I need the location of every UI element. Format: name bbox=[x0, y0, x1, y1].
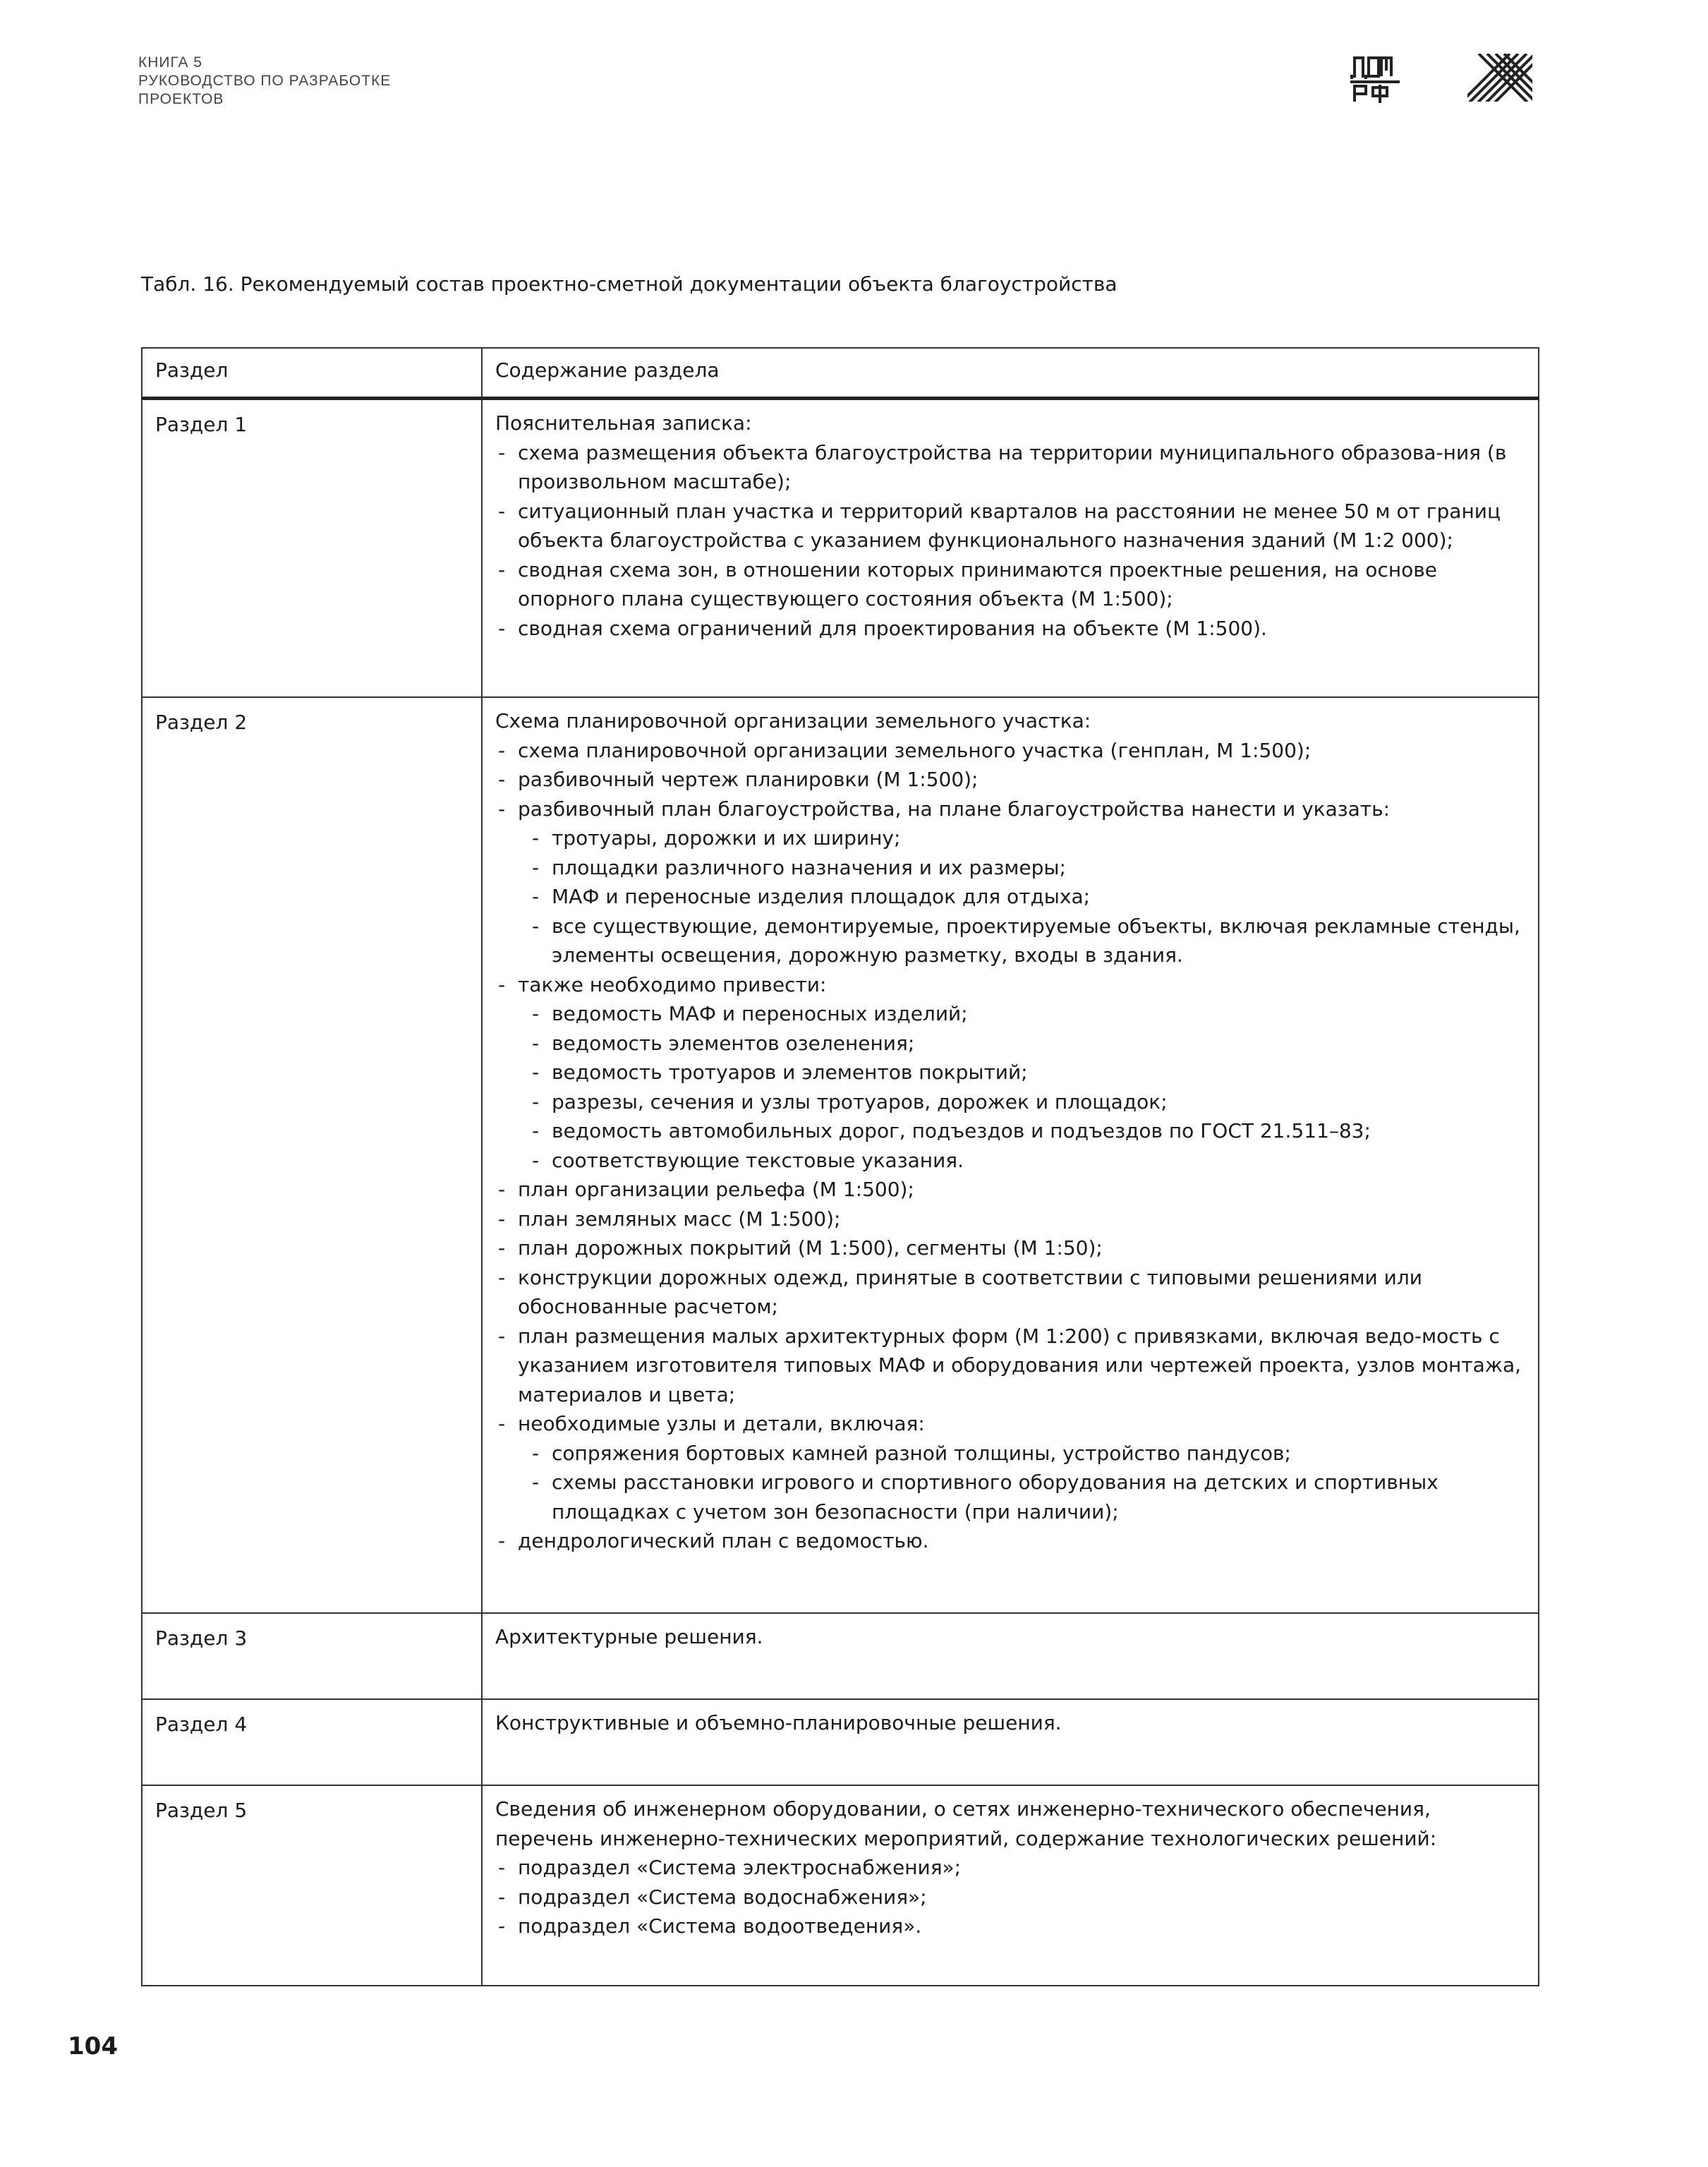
column-header-content: Содержание раздела bbox=[482, 348, 1539, 399]
brand-pattern-logo bbox=[1467, 54, 1532, 102]
list-item-text: ситуационный план участка и территорий кварталов на расстоянии не менее 50 м от границ объекта благоустройства с указанием функционального назначения зданий (М 1:2 000); bbox=[518, 499, 1501, 552]
section-intro: Схема планировочной организации земельного участка: bbox=[495, 709, 1091, 732]
list-item bbox=[495, 614, 1525, 644]
section-intro: Пояснительная записка: bbox=[495, 411, 752, 435]
table-row bbox=[142, 399, 1539, 698]
table-row bbox=[142, 1785, 1539, 1986]
section-content bbox=[482, 697, 1539, 1613]
section-name: Раздел 4 bbox=[142, 1699, 482, 1785]
book-title-line-2: ПРОЕКТОВ bbox=[138, 91, 224, 107]
list-item bbox=[495, 1233, 1525, 1263]
section-content bbox=[482, 1699, 1539, 1785]
list-item bbox=[495, 555, 1525, 614]
list-item bbox=[495, 1883, 1525, 1912]
sub-list bbox=[529, 999, 1525, 1175]
list-item-text: сводная схема ограничений для проектирования на объекте (М 1:500). bbox=[518, 616, 1267, 640]
section-name: Раздел 5 bbox=[142, 1785, 482, 1986]
list-item-text: схема планировочной организации земельного участка (генплан, М 1:500); bbox=[518, 738, 1312, 762]
sub-list-item: - МАФ и переносные изделия площадок для отдыха; bbox=[529, 882, 1525, 912]
list-item bbox=[495, 1175, 1525, 1205]
running-header bbox=[138, 54, 391, 109]
column-header-section: Раздел bbox=[142, 348, 482, 399]
sub-list-item: - схемы расстановки игрового и спортивного оборудования на детских и спортивных площадках с учетом зон безопасности (при наличии); bbox=[529, 1468, 1525, 1526]
list-item-text: план организации рельефа (М 1:500); bbox=[518, 1178, 914, 1201]
list-item-text: необходимые узлы и детали, включая: bbox=[518, 1412, 925, 1435]
list-item bbox=[495, 1912, 1525, 1941]
list-item-text: конструкции дорожных одежд, принятые в соответствии с типовыми решениями или обоснованные расчетом; bbox=[518, 1265, 1422, 1318]
book-title-line-1: РУКОВОДСТВО ПО РАЗРАБОТКЕ bbox=[138, 73, 392, 89]
section-list bbox=[495, 736, 1525, 1556]
table-header-row bbox=[142, 348, 1539, 399]
sub-list-item: - ведомость автомобильных дорог, подъездов и подъездов по ГОСТ 21.511–83; bbox=[529, 1116, 1525, 1146]
table-row bbox=[142, 1613, 1539, 1699]
list-item-text: схема размещения объекта благоустройства на территории муниципального образова-ния (в произвольном масштабе); bbox=[518, 440, 1507, 493]
list-item-text: разбивочный чертеж планировки (М 1:500); bbox=[518, 768, 979, 791]
sub-list bbox=[529, 823, 1525, 970]
list-item bbox=[495, 1853, 1525, 1883]
list-item-text: также необходимо привести: bbox=[518, 972, 827, 996]
sub-list-item: - разрезы, сечения и узлы тротуаров, дорожек и площадок; bbox=[529, 1087, 1525, 1117]
list-item-text: подраздел «Система водоотведения». bbox=[518, 1914, 922, 1938]
list-item bbox=[495, 1205, 1525, 1234]
table-row bbox=[142, 1699, 1539, 1785]
list-item bbox=[495, 970, 1525, 1176]
sub-list-item: - все существующие, демонтируемые, проектируемые объекты, включая рекламные стенды, элементы освещения, дорожную разметку, входы в здания. bbox=[529, 912, 1525, 970]
sub-list-item: - соответствующие текстовые указания. bbox=[529, 1146, 1525, 1176]
list-item bbox=[495, 1526, 1525, 1556]
section-intro: Архитектурные решения. bbox=[495, 1625, 763, 1648]
list-item-text: разбивочный план благоустройства, на плане благоустройства нанести и указать: bbox=[518, 797, 1391, 821]
list-item-text: план земляных масс (М 1:500); bbox=[518, 1207, 841, 1231]
sub-list-item: - площадки различного назначения и их размеры; bbox=[529, 853, 1525, 883]
section-name: Раздел 1 bbox=[142, 399, 482, 698]
section-content bbox=[482, 399, 1539, 698]
sub-list bbox=[529, 1439, 1525, 1527]
list-item bbox=[495, 497, 1525, 555]
section-list bbox=[495, 438, 1525, 644]
section-intro: Конструктивные и объемно-планировочные решения. bbox=[495, 1711, 1062, 1734]
table-row bbox=[142, 697, 1539, 1613]
list-item bbox=[495, 1263, 1525, 1322]
sub-list-item: - ведомость элементов озеленения; bbox=[529, 1029, 1525, 1058]
list-item-text: подраздел «Система водоснабжения»; bbox=[518, 1885, 927, 1909]
list-item bbox=[495, 1409, 1525, 1526]
list-item bbox=[495, 765, 1525, 795]
list-item bbox=[495, 1322, 1525, 1410]
book-label: КНИГА 5 bbox=[138, 54, 202, 71]
sub-list-item: - ведомость МАФ и переносных изделий; bbox=[529, 999, 1525, 1029]
section-list bbox=[495, 1853, 1525, 1941]
table-caption: Табл. 16. Рекомендуемый состав проектно-сметной документации объекта благоустройства bbox=[141, 272, 1118, 296]
list-item-text: подраздел «Система электроснабжения»; bbox=[518, 1856, 962, 1879]
section-intro: Сведения об инженерном оборудовании, о сетях инженерно-технического обеспечения, перечень инженерно-технических мероприятий, содержание технологических решений: bbox=[495, 1797, 1437, 1850]
list-item-text: план дорожных покрытий (М 1:500), сегменты (М 1:50); bbox=[518, 1236, 1103, 1260]
documentation-table bbox=[141, 347, 1539, 1986]
sub-list-item: - тротуары, дорожки и их ширину; bbox=[529, 823, 1525, 853]
list-item bbox=[495, 736, 1525, 766]
section-name: Раздел 2 bbox=[142, 697, 482, 1613]
dom-rf-logo bbox=[1349, 55, 1403, 104]
section-content bbox=[482, 1613, 1539, 1699]
sub-list-item: - сопряжения бортовых камней разной толщины, устройство пандусов; bbox=[529, 1439, 1525, 1468]
section-content bbox=[482, 1785, 1539, 1986]
list-item bbox=[495, 438, 1525, 497]
list-item-text: дендрологический план с ведомостью. bbox=[518, 1529, 929, 1552]
sub-list-item: - ведомость тротуаров и элементов покрытий; bbox=[529, 1058, 1525, 1087]
page-number: 104 bbox=[68, 2032, 118, 2060]
list-item-text: план размещения малых архитектурных форм (М 1:200) с привязками, включая ведо-мость с указанием изготовителя типовых МАФ и оборудования или чертежей проекта, узлов монтажа, материалов и цвета; bbox=[518, 1324, 1522, 1406]
list-item bbox=[495, 795, 1525, 970]
section-name: Раздел 3 bbox=[142, 1613, 482, 1699]
list-item-text: сводная схема зон, в отношении которых принимаются проектные решения, на основе опорного плана существующего состояния объекта (М 1:500); bbox=[518, 557, 1437, 610]
